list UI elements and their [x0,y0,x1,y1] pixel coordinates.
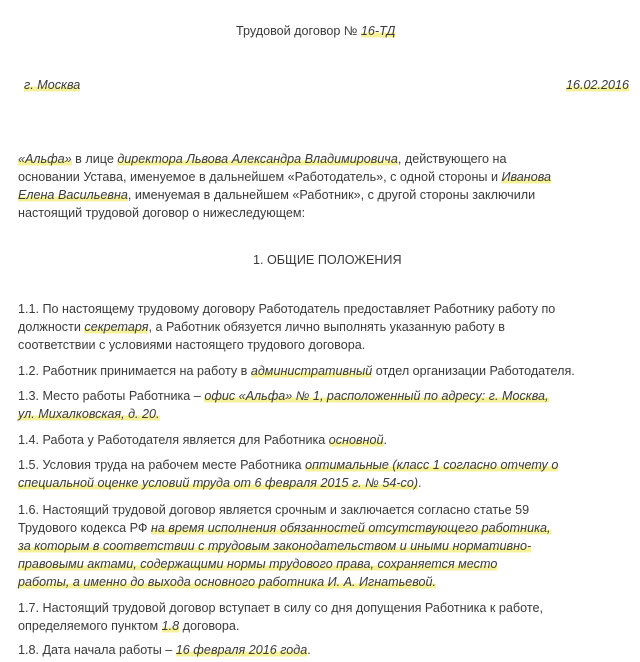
clause-1-2: 1.2. Работник принимается на работу в административный отдел организации Работодателя. [18,364,575,378]
workplace-street: ул. Михалковская, д. 20. [18,407,160,421]
clause-1-6-line-2: Трудового кодекса РФ на время исполнения обязанностей отсутствующего работника, [18,521,551,535]
clause-1-7-line-2: определяемого пунктом 1.8 договора. [18,619,240,633]
start-date: 16 февраля 2016 года [175,643,308,657]
clause-1-6-line-5: работы, а именно до выхода основного работника И. А. Игнатьевой. [18,575,437,589]
clause-1-6-line-1: 1.6. Настоящий трудовой договор является срочным и заключается согласно статье 59 [18,503,530,517]
clause-1-5-line-2: специальной оценке условий труда от 6 февраля 2015 г. № 54-со). [18,476,422,490]
clause-1-5-line-1: 1.5. Условия труда на рабочем месте Работника оптимальные (класс 1 согласно отчету о [18,458,559,472]
clause-1-1-line-1: 1.1. По настоящему трудовому договору Работодатель предоставляет Работнику работу по [18,302,556,316]
company-name: «Альфа» [18,152,72,166]
clause-1-7-line-1: 1.7. Настоящий трудовой договор вступает в силу со дня допущения Работника к работе, [18,601,543,615]
workplace: офис «Альфа» № 1, расположенный по адресу: г. Москва, [204,389,549,403]
term-basis: на время исполнения обязанностей отсутствующего работника, [150,521,551,535]
section-heading: 1. ОБЩИЕ ПОЛОЖЕНИЯ [253,253,402,267]
clause-1-8: 1.8. Дата начала работы – 16 февраля 2016 года. [18,643,311,657]
contract-number: 16-ТД [360,24,396,38]
clause-1-3-line-1: 1.3. Место работы Работника – офис «Альфа» № 1, расположенный по адресу: г. Москва, [18,389,549,403]
work-conditions: оптимальные (класс 1 согласно отчету о [305,458,559,472]
preamble-line-1: «Альфа» в лице директора Львова Александра Владимировича, действующего на [18,152,507,166]
preamble-line-2: основании Устава, именуемое в дальнейшем «Работодатель», с одной стороны и Иванова [18,170,552,184]
work-type: основной [328,433,384,447]
preamble-line-4: настоящий трудовой договор о нижеследующем: [18,206,306,220]
department: административный [250,364,373,378]
clause-1-3-line-2 [18,407,160,421]
clause-1-4: 1.4. Работа у Работодателя является для Работника основной. [18,433,388,447]
employee-surname: Иванова [501,170,552,184]
clause-1-6-line-3: за которым в соответствии с трудовым законодательством и иными нормативно- [18,539,532,553]
clause-1-6-line-4: правовыми актами, содержащими нормы трудового права, сохраняется место [18,557,498,571]
title-prefix: Трудовой договор № [236,24,358,38]
employee-name: Елена Васильевна [18,188,128,202]
position: секретаря [84,320,149,334]
document-title [236,24,395,38]
preamble-line-3: Елена Васильевна, именуемая в дальнейшем «Работник», с другой стороны заключили [18,188,536,202]
city: г. Москва [24,78,81,92]
clause-1-1-line-3: соответствии с условиями настоящего трудового договора. [18,338,366,352]
clause-1-1-line-2: должности секретаря, а Работник обязуется лично выполнять указанную работу в [18,320,505,334]
director-name: директора Львова Александра Владимировича [117,152,398,166]
contract-date: 16.02.2016 [566,78,630,92]
clause-reference: 1.8 [161,619,180,633]
work-conditions-report: специальной оценке условий труда от 6 февраля 2015 г. № 54-со) [18,476,419,490]
